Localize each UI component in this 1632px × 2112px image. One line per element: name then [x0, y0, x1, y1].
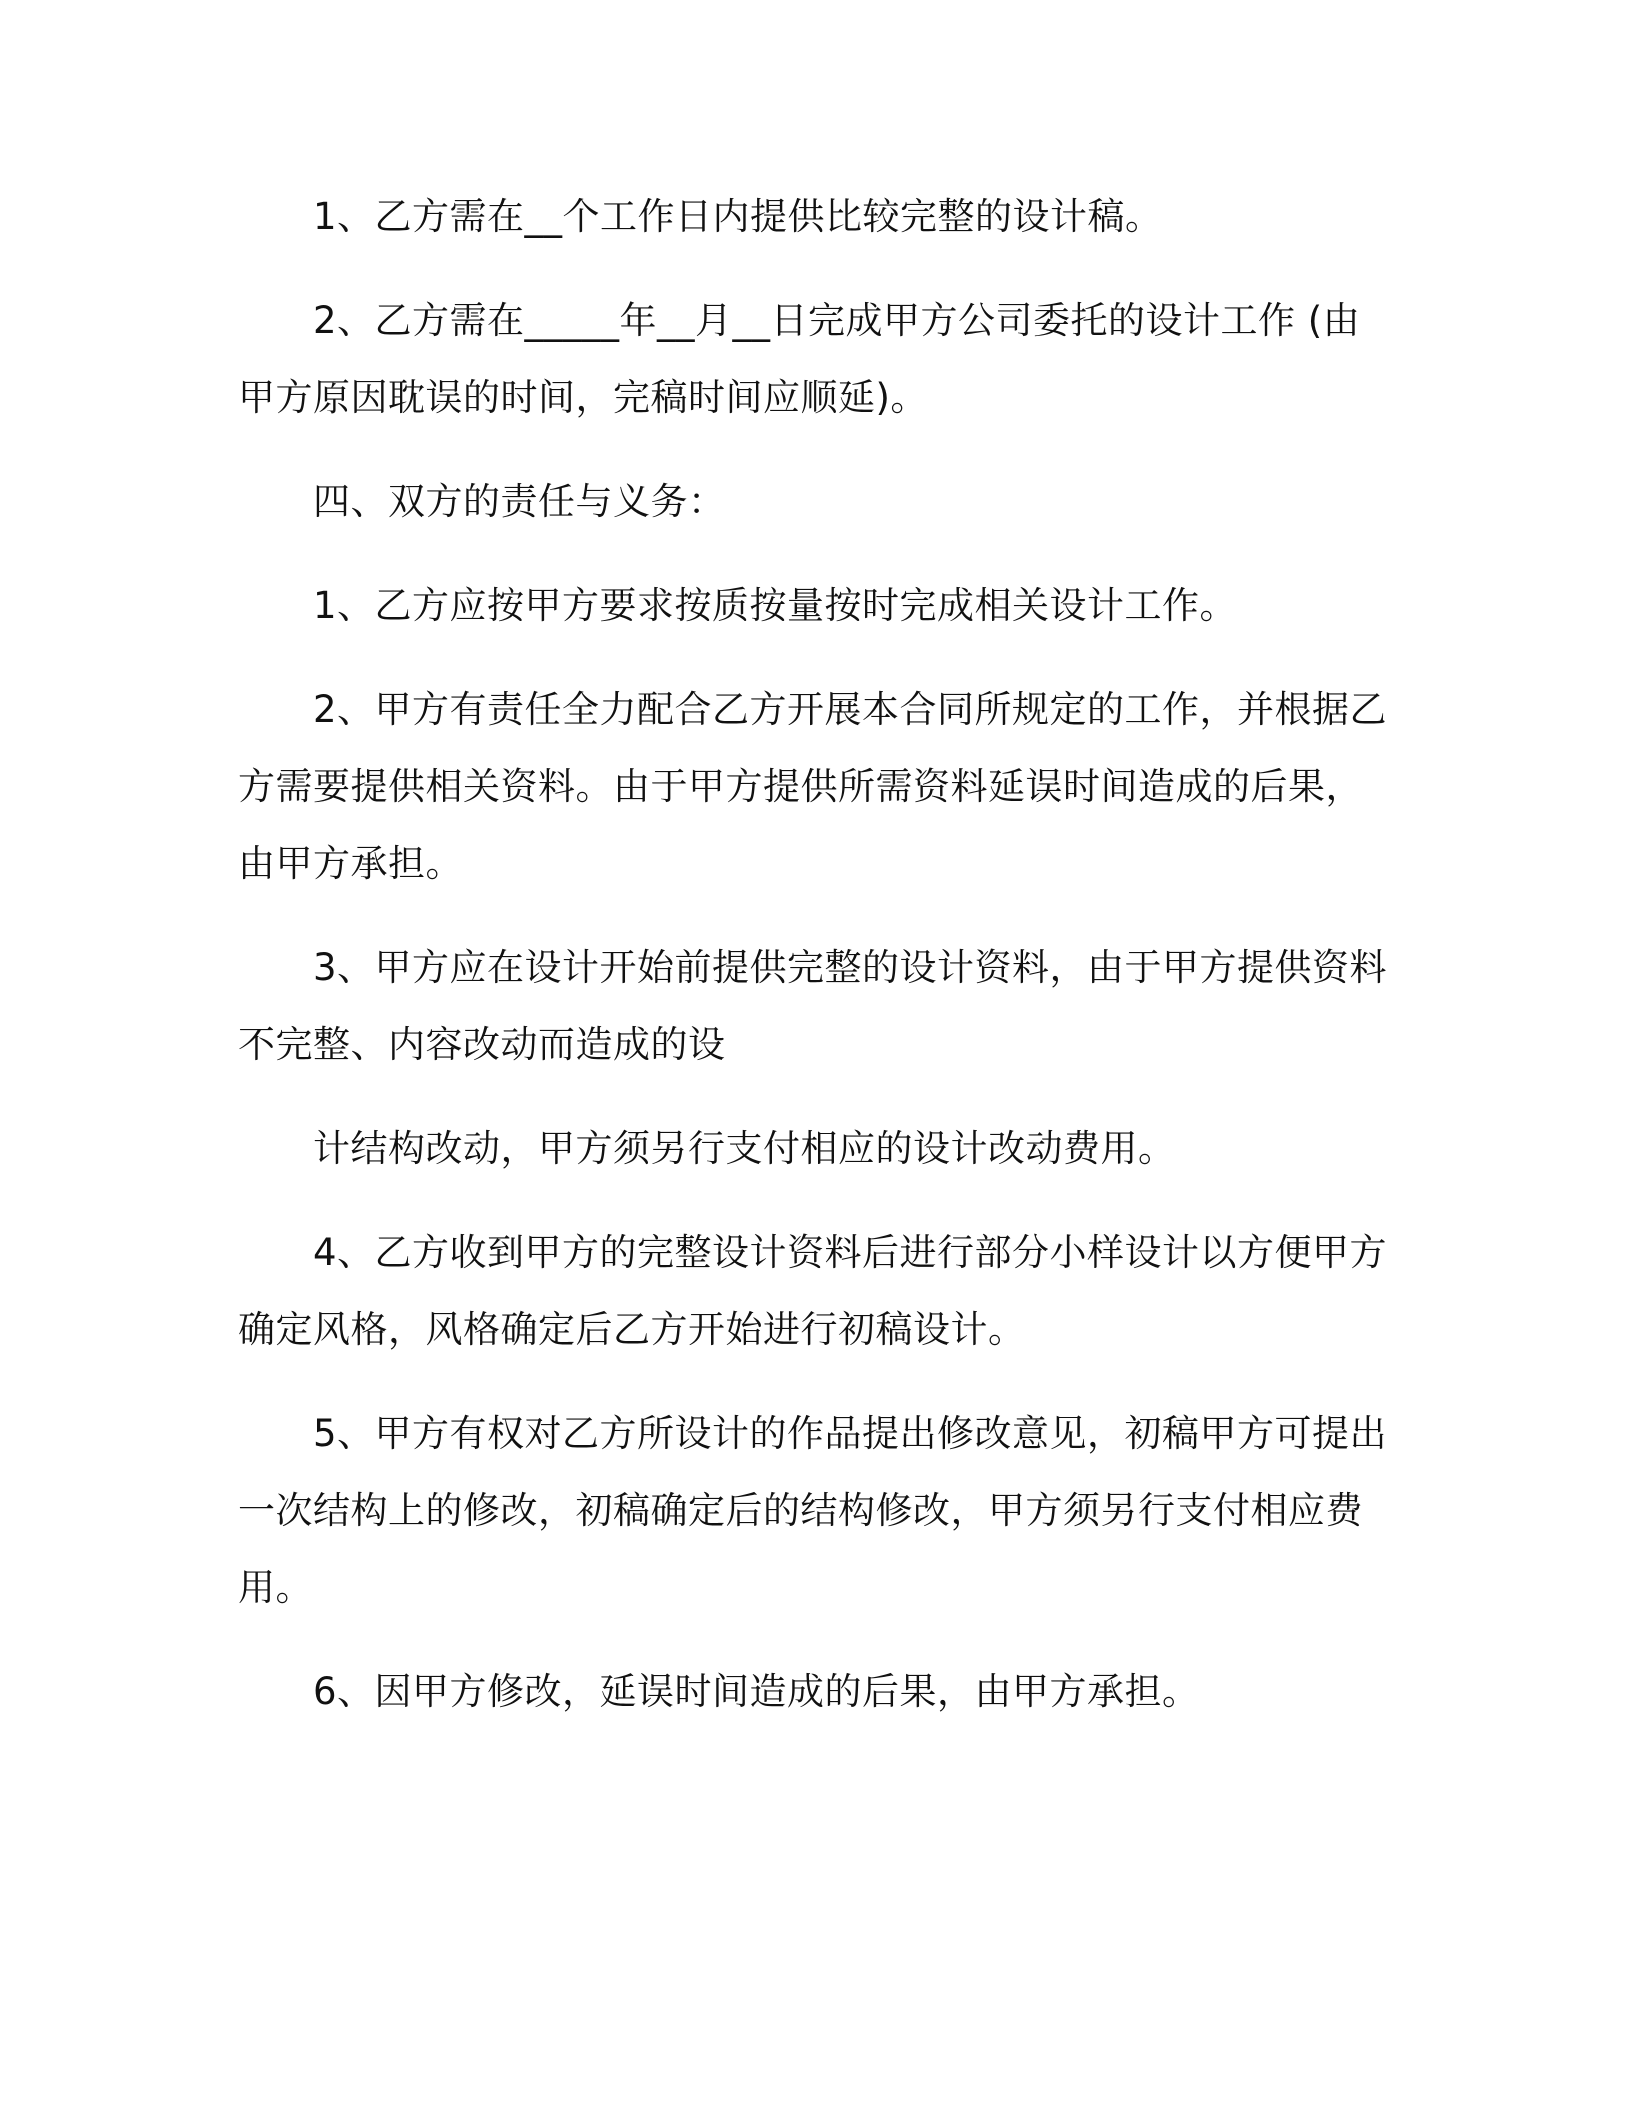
clause-4-2-line-2: 方需要提供相关资料。由于甲方提供所需资料延误时间造成的后果，: [238, 765, 1363, 808]
clause-4-1-line-1: 1、乙方应按甲方要求按质按量按时完成相关设计工作。: [313, 584, 1238, 627]
clause-4-2-line-1: 2、甲方有责任全力配合乙方开展本合同所规定的工作，并根据乙: [313, 688, 1388, 731]
section-four-heading: 四、双方的责任与义务：: [313, 480, 726, 523]
clause-3-2-line-1: 2、乙方需在_____年__月__日完成甲方公司委托的设计工作 (由: [313, 299, 1361, 342]
clause-4-3-line-3: 计结构改动，甲方须另行支付相应的设计改动费用。: [313, 1127, 1176, 1170]
clause-4-5-line-3: 用。: [238, 1566, 313, 1609]
clause-4-5-line-2: 一次结构上的修改，初稿确定后的结构修改，甲方须另行支付相应费: [238, 1489, 1363, 1532]
clause-3-1-line-1: 1、乙方需在__个工作日内提供比较完整的设计稿。: [313, 195, 1163, 238]
clause-4-3-line-1: 3、甲方应在设计开始前提供完整的设计资料，由于甲方提供资料: [313, 946, 1388, 989]
clause-4-5-line-1: 5、甲方有权对乙方所设计的作品提出修改意见，初稿甲方可提出: [313, 1412, 1388, 1455]
clause-4-3-line-2: 不完整、内容改动而造成的设: [238, 1023, 726, 1066]
clause-4-4-line-2: 确定风格，风格确定后乙方开始进行初稿设计。: [238, 1308, 1026, 1351]
clause-4-6-line-1: 6、因甲方修改，延误时间造成的后果，由甲方承担。: [313, 1670, 1200, 1713]
clause-4-2-line-3: 由甲方承担。: [238, 842, 463, 885]
clause-3-2-line-2: 甲方原因耽误的时间，完稿时间应顺延)。: [238, 376, 928, 419]
clause-4-4-line-1: 4、乙方收到甲方的完整设计资料后进行部分小样设计以方便甲方: [313, 1231, 1388, 1274]
